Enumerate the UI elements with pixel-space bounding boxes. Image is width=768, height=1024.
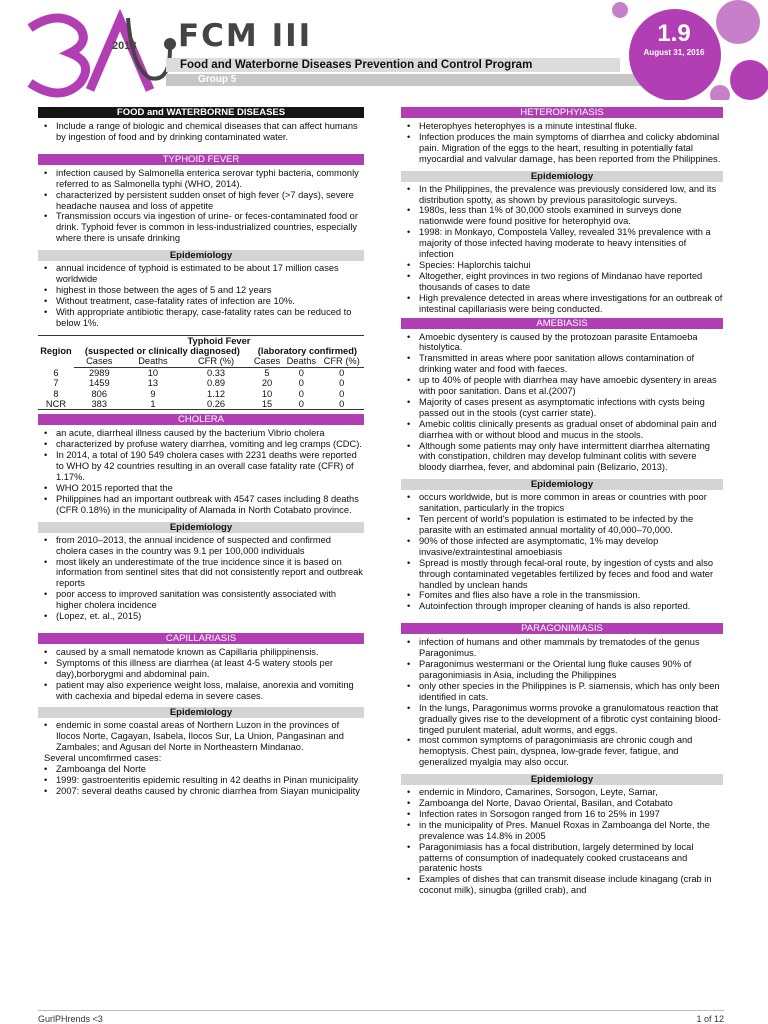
table-cell: 1 xyxy=(125,399,182,410)
table-cell: 0 xyxy=(339,367,345,378)
section-bar-paragonimiasis: PARAGONIMIASIS xyxy=(401,623,723,634)
table-col-header: Deaths xyxy=(283,356,319,367)
section-bar-cholera: CHOLERA xyxy=(38,414,364,425)
list-item: • WHO 2015 reported that the xyxy=(56,483,364,494)
table-group-header: (suspected or clinically diagnosed) xyxy=(84,346,240,356)
list-item: • only other species in the Philippines is P. siamensis, which has only been identified in cats. xyxy=(419,681,723,703)
list-item: • In the lungs, Paragonimus worms provoke a granulomatous reaction that gradually gives rise to the development of a fibrotic cyst containing blood-tinged purulent material, adult worms, and eggs. xyxy=(419,703,723,736)
list-item: • characterized by profuse watery diarrhea, vomiting and leg cramps (CDC). xyxy=(56,439,364,450)
intro-list xyxy=(38,121,364,143)
list-item: • 1998: in Monkayo, Compostela Valley, revealed 31% prevalence with a majority of those infected having moderate to heavy intensities of infection xyxy=(419,227,723,260)
list-item: • Philippines had an important outbreak with 4547 cases including 8 deaths (CFR 0.18%) in the municipality of Alamada in North Cotabato province. xyxy=(56,494,364,516)
list-item: • occurs worldwide, but is more common in areas or countries with poor sanitation, particularly in the tropics xyxy=(419,492,723,514)
table-cell: 10 xyxy=(261,388,273,399)
page-header xyxy=(0,0,768,100)
lecture-number: 1.9 xyxy=(657,20,691,47)
list-item: • Fomites and flies also have a role in the transmission. xyxy=(419,590,723,601)
table-cell: 9 xyxy=(150,388,156,399)
table-col-header: CFR (%) xyxy=(181,356,251,367)
subheading-epidemiology: Epidemiology xyxy=(38,522,364,533)
section-bar-typhoid: TYPHOID FEVER xyxy=(38,154,364,165)
left-column xyxy=(38,104,364,797)
table-cell: 20 xyxy=(261,378,273,389)
table-cell: 2989 xyxy=(88,367,110,378)
table-cell: 0 xyxy=(283,399,319,410)
table-cell: 8 xyxy=(53,388,59,399)
list-item: • from 2010–2013, the annual incidence of suspected and confirmed cholera cases in the country was 9.1 per 100,000 individuals xyxy=(56,535,364,557)
section-bar-capillariasis: CAPILLARIASIS xyxy=(38,633,364,644)
paragonimiasis-list xyxy=(401,637,723,768)
table-row xyxy=(38,399,364,410)
course-title: FCM III xyxy=(178,18,313,54)
typhoid-epi-list xyxy=(38,263,364,328)
list-item: • highest in those between the ages of 5 and 12 years xyxy=(56,285,364,296)
table-cell: 6 xyxy=(53,367,59,378)
table-cell: 0.89 xyxy=(206,378,226,389)
subheading-epidemiology: Epidemiology xyxy=(401,774,723,785)
table-cell: 0.26 xyxy=(181,399,251,410)
list-item: • 2007: several deaths caused by chronic diarrhea from Siayan municipality xyxy=(56,786,364,797)
list-item: • infection caused by Salmonella enterica serovar typhi bacteria, commonly referred to as Salmonella typhi (WHO, 2014). xyxy=(56,168,364,190)
table-row xyxy=(38,389,364,399)
section-bar-food-waterborne: FOOD and WATERBORNE DISEASES xyxy=(38,107,364,118)
logo-3a-stethoscope xyxy=(20,8,180,98)
group-label: Group 5 xyxy=(166,74,652,86)
list-item: • Zamboanga del Norte, Davao Oriental, Basilan, and Cotabato xyxy=(419,798,723,809)
list-item: • Infection produces the main symptoms of diarrhea and colicky abdominal pain. Migration of the eggs to the heart, resulting in potentially fatal myocardial and valvular damage, has been reported from the Philippines. xyxy=(419,132,723,165)
table-cell: 0.33 xyxy=(206,367,226,378)
list-item: • High prevalence detected in areas where investigations for an outbreak of intestinal capillariasis were being conducted. xyxy=(419,293,723,315)
list-item: • Transmission occurs via ingestion of urine- or feces-contaminated food or drink. Typhoid fever is common in less-industrialized countries, especially where there is unsafe drinking xyxy=(56,211,364,244)
right-column xyxy=(401,104,723,896)
footer-left-text: GurlPHrends <3 xyxy=(38,1014,103,1024)
table-cell: 15 xyxy=(251,399,283,410)
table-cell: 10 xyxy=(147,367,159,378)
capillariasis-epi-list xyxy=(38,720,364,753)
list-item: • In 2014, a total of 190 549 cholera cases with 2231 deaths were reported to WHO by 42 countries resulting in an overall case fatality rate (CFR) of 1.17%. xyxy=(56,450,364,483)
list-item: • Without treatment, case-fatality rates of infection are 10%. xyxy=(56,296,364,307)
subheading-epidemiology: Epidemiology xyxy=(38,250,364,261)
list-item: • 1999: gastroenteritis epidemic resulting in 42 deaths in Pinan municipality xyxy=(56,775,364,786)
list-item: • infection of humans and other mammals by trematodes of the genus Paragonimus. xyxy=(419,637,723,659)
list-item: • 1980s, less than 1% of 30,000 stools examined in surveys done nationwide were found positive for heterophyid ova. xyxy=(419,205,723,227)
list-item: • endemic in Mindoro, Camarines, Sorsogon, Leyte, Samar, xyxy=(419,787,723,798)
list-item: • most likely an underestimate of the true incidence since it is based on information from sentinel sites that did not consistently report and outbreak reports xyxy=(56,557,364,590)
list-item: • With appropriate antibiotic therapy, case-fatality rates can be reduced to below 1%. xyxy=(56,307,364,329)
list-item: • Amoebic dysentery is caused by the protozoan parasite Entamoeba histolytica. xyxy=(419,332,723,354)
list-item: • caused by a small nematode known as Capillaria philippinensis. xyxy=(56,647,364,658)
paragonimiasis-epi-list xyxy=(401,787,723,896)
list-item: • Infection rates in Sorsogon ranged from 16 to 25% in 1997 xyxy=(419,809,723,820)
table-group-header: (laboratory confirmed) xyxy=(257,346,357,356)
year-label: 2018 xyxy=(112,40,137,52)
list-item: • Paragonimiasis has a focal distribution, largely determined by local patterns of consumption of inadequately cooked crustaceans and paratenic hosts xyxy=(419,842,723,875)
list-item: • an acute, diarrheal illness caused by the bacterium Vibrio cholera xyxy=(56,428,364,439)
list-item: • 90% of those infected are asymptomatic, 1% may develop invasive/extraintestinal amoebiasis xyxy=(419,536,723,558)
section-bar-amebiasis: AMEBIASIS xyxy=(401,318,723,329)
table-cell: 7 xyxy=(53,378,59,389)
list-item: • Majority of cases present as asymptomatic infections with cysts being passed out in the stools (cyst carrier state). xyxy=(419,397,723,419)
list-item: • Paragonimus westermani or the Oriental lung fluke causes 90% of paragonimiasis in Asia, including the Philippines xyxy=(419,659,723,681)
section-bar-heterophyiasis: HETEROPHYIASIS xyxy=(401,107,723,118)
plain-line: Several uncomfirmed cases: xyxy=(44,753,162,764)
subheading-epidemiology: Epidemiology xyxy=(401,171,723,182)
table-cell: 1.12 xyxy=(206,388,226,399)
table-title: Typhoid Fever xyxy=(74,335,364,346)
list-item: • annual incidence of typhoid is estimated to be about 17 million cases worldwide xyxy=(56,263,364,285)
list-item: • Amebic colitis clinically presents as gradual onset of abdominal pain and diarrhea with or without blood and mucus in the stools. xyxy=(419,419,723,441)
table-cell: NCR xyxy=(38,399,74,410)
list-item: • (Lopez, et. al., 2015) xyxy=(56,611,364,622)
list-item: • most common symptoms of paragonimiasis are chronic cough and hemoptysis. Chest pain, dyspnea, low-grade fever, fatigue, and generalized myalgia may also occur. xyxy=(419,735,723,768)
list-item: • In the Philippines, the prevalence was previously considered low, and its distribution spotty, as shown by previous parasitologic surveys. xyxy=(419,184,723,206)
page-number: 1 of 12 xyxy=(696,1014,724,1024)
table-col-header: Deaths xyxy=(125,356,182,367)
list-item: • Heterophyes heterophyes is a minute intestinal fluke. xyxy=(419,121,723,132)
list-item: • Transmitted in areas where poor sanitation allows contamination of drinking water and food with faeces. xyxy=(419,353,723,375)
list-item: • Examples of dishes that can transmit disease include kinagang (crab in coconut milk), sinugba (grilled crab), and xyxy=(419,874,723,896)
table-cell: 1459 xyxy=(88,378,110,389)
amebiasis-epi-list xyxy=(401,492,723,612)
table-cell: 383 xyxy=(74,399,125,410)
table-cell: 0 xyxy=(319,399,364,410)
table-cell: 0 xyxy=(298,378,304,389)
table-cell: 13 xyxy=(147,378,159,389)
list-item: • endemic in some coastal areas of Northern Luzon in the provinces of Ilocos Norte, Cagayan, Isabela, Ilocos Sur, La Union, Pangasinan and Zambales; and Agusan del Norte in Northeastern Mindanao. xyxy=(56,720,364,753)
typhoid-table xyxy=(38,335,364,411)
table-region-header: Region xyxy=(38,335,74,367)
heterophyiasis-list xyxy=(401,121,723,165)
list-item: • Spread is mostly through fecal-oral route, by ingestion of cysts and also through contaminated vegetables fertilized by feces and food and water handled by unclean hands xyxy=(419,558,723,591)
list-item: • characterized by persistent sudden onset of high fever (>7 days), severe headache nausea and loss of appetite xyxy=(56,190,364,212)
typhoid-list xyxy=(38,168,364,244)
cholera-list xyxy=(38,428,364,515)
list-item: • Although some patients may only have intermittent diarrhea alternating with constipation, children may develop fulminant colitis with severe bloody diarrhea, fever, and abdominal pain (Belizario, 2013). xyxy=(419,441,723,474)
table-cell: 5 xyxy=(264,367,270,378)
table-cell: 0 xyxy=(298,388,304,399)
list-item: • in the municipality of Pres. Manuel Roxas in Zamboanga del Norte, the prevalence was 14.8% in 2005 xyxy=(419,820,723,842)
list-item: • Species: Haplorchis taichui xyxy=(419,260,723,271)
subheading-epidemiology: Epidemiology xyxy=(401,479,723,490)
lecture-badge xyxy=(614,20,734,57)
capillariasis-list xyxy=(38,647,364,702)
list-item: • Include a range of biologic and chemical diseases that can affect humans by ingestion of food and by drinking contaminated water. xyxy=(56,121,364,143)
table-cell: 0 xyxy=(339,388,345,399)
table-col-header: Cases xyxy=(74,356,125,367)
table-cell: 806 xyxy=(91,388,108,399)
program-title: Food and Waterborne Diseases Prevention and Control Program xyxy=(166,58,620,72)
table-cell: 0 xyxy=(298,367,304,378)
subheading-epidemiology: Epidemiology xyxy=(38,707,364,718)
list-item: • Symptoms of this illness are diarrhea (at least 4-5 watery stools per day),borborygmi and abdominal pain. xyxy=(56,658,364,680)
table-col-header: Cases xyxy=(251,356,283,367)
capillariasis-cases-list xyxy=(38,764,364,797)
list-item: • poor access to improved sanitation was consistently associated with higher cholera incidence xyxy=(56,589,364,611)
list-item: • up to 40% of people with diarrhea may have amoebic dysentery in areas with poor sanitation. Dans et al.(2007) xyxy=(419,375,723,397)
amebiasis-list xyxy=(401,332,723,474)
list-item: • Zamboanga del Norte xyxy=(56,764,364,775)
table-row xyxy=(38,378,364,388)
list-item: • Ten percent of world's population is estimated to be infected by the parasite with an estimated annual mortality of 40,000–70,000. xyxy=(419,514,723,536)
list-item: • patient may also experience weight loss, malaise, anorexia and vomiting with cachexia and bipedal edema in severe cases. xyxy=(56,680,364,702)
cholera-epi-list xyxy=(38,535,364,622)
table-row xyxy=(38,367,364,378)
footer-divider xyxy=(38,1010,724,1011)
table-cell: 0 xyxy=(339,378,345,389)
list-item: • Autoinfection through improper cleaning of hands is also reported. xyxy=(419,601,723,612)
list-item: • Altogether, eight provinces in two regions of Mindanao have reported thousands of cases to date xyxy=(419,271,723,293)
table-col-header: CFR (%) xyxy=(319,356,364,367)
lecture-date: August 31, 2016 xyxy=(643,48,705,57)
heterophyiasis-epi-list xyxy=(401,184,723,315)
